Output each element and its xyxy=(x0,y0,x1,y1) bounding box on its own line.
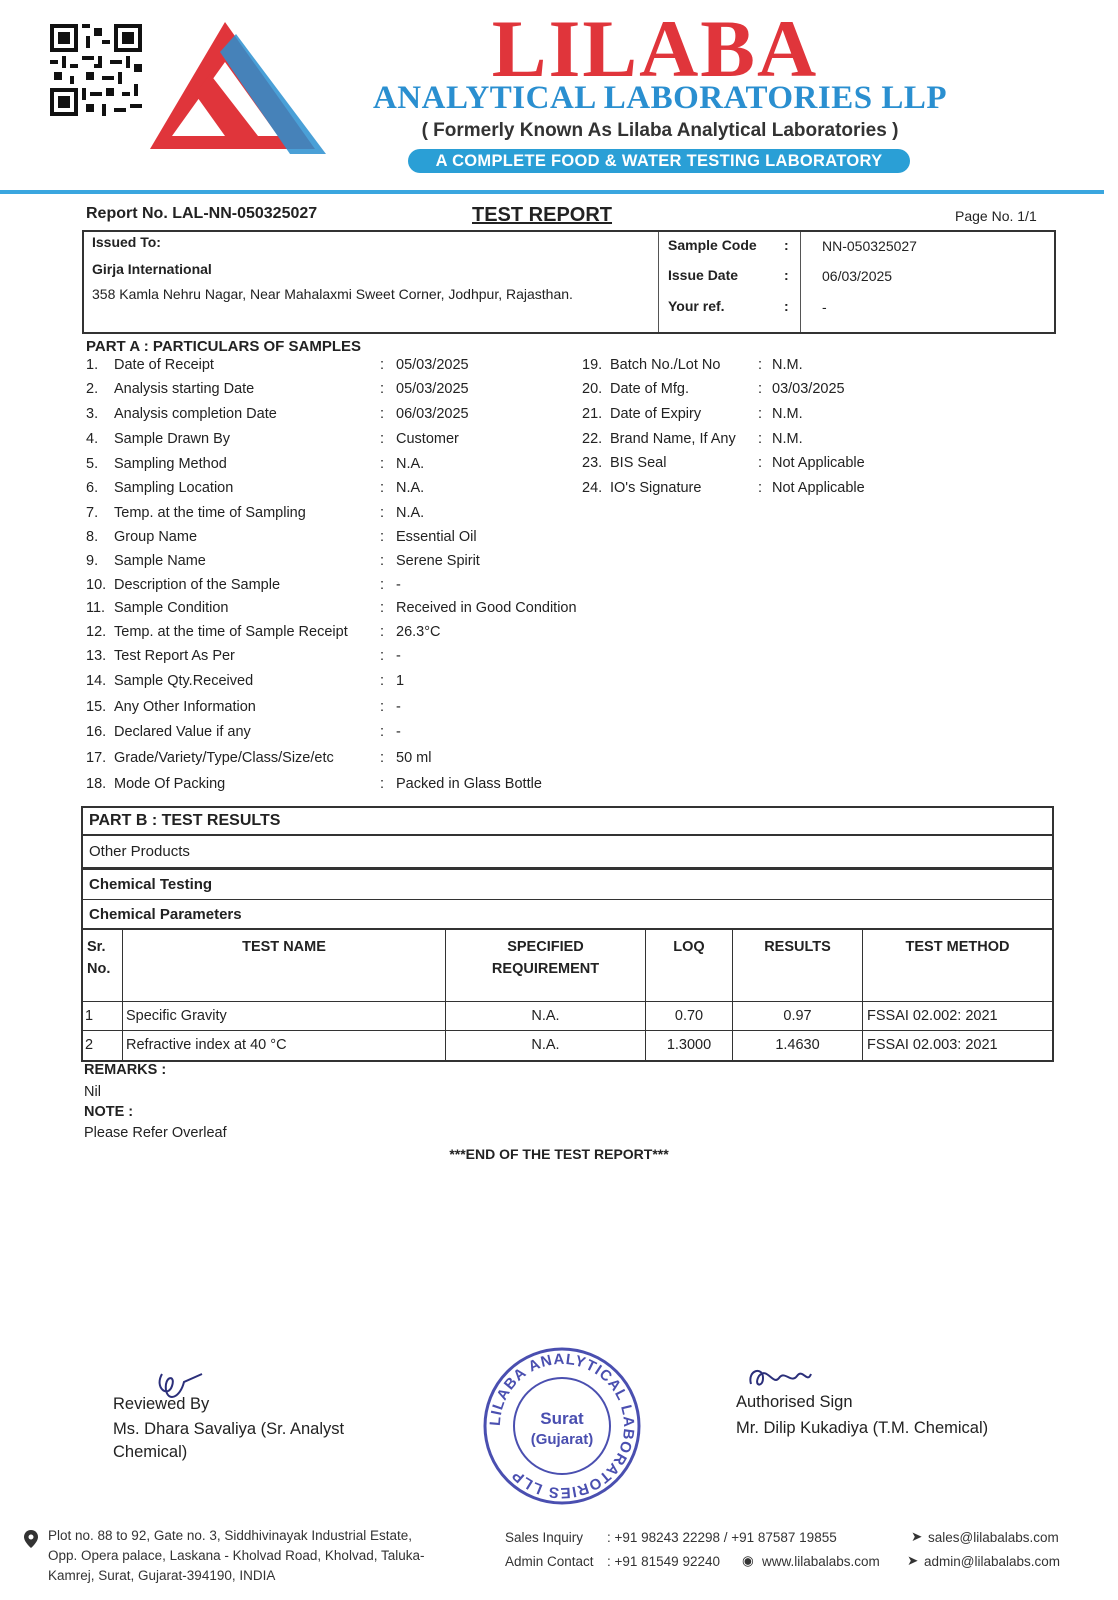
part-a-colon: : xyxy=(758,357,763,373)
authorised-sign-label: Authorised Sign xyxy=(736,1393,853,1411)
part-a-right-value: N.M. xyxy=(772,357,803,373)
header-divider xyxy=(0,190,1104,194)
part-a-colon: : xyxy=(380,480,385,496)
part-a-left-no: 2. xyxy=(86,381,99,397)
part-a-right-value: Not Applicable xyxy=(772,480,865,496)
part-a-left-value: Received in Good Condition xyxy=(396,600,577,616)
report-number: Report No. LAL-NN-050325027 xyxy=(86,205,318,222)
brand-name: LILABA xyxy=(491,3,819,94)
part-a-title: PART A : PARTICULARS OF SAMPLES xyxy=(86,338,361,355)
part-a-right-label: BIS Seal xyxy=(610,455,667,471)
website-link[interactable]: www.lilabalabs.com xyxy=(762,1554,880,1569)
part-a-left-value: Essential Oil xyxy=(396,529,477,545)
part-a-right-label: Date of Mfg. xyxy=(610,381,689,397)
part-a-left-no: 14. xyxy=(86,673,107,689)
part-a-colon: : xyxy=(380,505,385,521)
part-a-colon: : xyxy=(380,699,385,715)
part-a-right-no: 23. xyxy=(582,455,603,471)
part-a-right-no: 19. xyxy=(582,357,603,373)
part-a-left-label: Sampling Method xyxy=(114,456,227,472)
part-a-colon: : xyxy=(380,381,385,397)
customer-address: 358 Kamla Nehru Nagar, Near Mahalaxmi Sweet Corner, Jodhpur, Rajasthan. xyxy=(92,286,573,302)
row1-requirement: N.A. xyxy=(446,1002,646,1031)
part-a-right-value: N.M. xyxy=(772,406,803,422)
sales-email[interactable]: sales@lilabalabs.com xyxy=(928,1530,1059,1545)
your-ref-value: - xyxy=(822,299,827,315)
part-a-colon: : xyxy=(380,357,385,373)
part-a-left-value: 05/03/2025 xyxy=(396,381,469,397)
part-a-left-value: 1 xyxy=(396,673,405,689)
part-a-left-no: 11. xyxy=(86,600,106,616)
part-a-left-value: Packed in Glass Bottle xyxy=(396,776,542,792)
email-icon: ➤ xyxy=(911,1529,923,1544)
row1-test-name: Specific Gravity xyxy=(123,1002,446,1031)
part-a-left-no: 16. xyxy=(86,724,107,740)
end-of-report: ***END OF THE TEST REPORT*** xyxy=(449,1146,669,1162)
part-a-left-value: - xyxy=(396,648,401,664)
location-pin-icon xyxy=(24,1530,38,1548)
part-a-right-label: Batch No./Lot No xyxy=(610,357,721,373)
part-a-left-no: 3. xyxy=(86,406,99,422)
row1-method: FSSAI 02.002: 2021 xyxy=(863,1002,1052,1031)
part-a-left-no: 6. xyxy=(86,480,99,496)
page-number: Page No. 1/1 xyxy=(955,208,1037,224)
parameter-group: Chemical Parameters xyxy=(83,900,1052,930)
part-a-left-value: 06/03/2025 xyxy=(396,406,469,422)
reviewed-by-label: Reviewed By xyxy=(113,1395,210,1413)
row2-loq: 1.3000 xyxy=(646,1031,733,1060)
row2-requirement: N.A. xyxy=(446,1031,646,1060)
part-a-colon: : xyxy=(758,381,763,397)
part-a-right-no: 24. xyxy=(582,480,603,496)
col-requirement-header: SPECIFIED REQUIREMENT xyxy=(446,930,646,1002)
part-a-colon: : xyxy=(380,600,385,616)
issued-to-label: Issued To: xyxy=(92,234,161,250)
part-a-left-label: Mode Of Packing xyxy=(114,776,226,792)
part-a-colon: : xyxy=(380,750,385,766)
part-a-colon: : xyxy=(380,673,385,689)
part-a-left-no: 13. xyxy=(86,648,107,664)
part-a-left-label: Temp. at the time of Sample Receipt xyxy=(114,624,348,640)
part-a-left-value: N.A. xyxy=(396,480,425,496)
customer-name: Girja International xyxy=(92,261,212,277)
part-a-left-label: Temp. at the time of Sampling xyxy=(114,505,306,521)
sample-code-label: Sample Code xyxy=(668,237,757,253)
row2-result: 1.4630 xyxy=(733,1031,863,1060)
qr-code xyxy=(50,24,142,116)
part-a-left-label: Test Report As Per xyxy=(114,648,235,664)
part-a-colon: : xyxy=(758,455,763,471)
lilaba-logo xyxy=(140,14,330,154)
sales-phone: : +91 98243 22298 / +91 87587 19855 xyxy=(607,1530,837,1545)
remarks-label: REMARKS : xyxy=(84,1062,167,1078)
remarks-value: Nil xyxy=(84,1084,101,1100)
svg-text:LILABA ANALYTICAL LABORATORIES: LILABA ANALYTICAL LABORATORIES LLP xyxy=(486,1350,638,1502)
part-a-colon: : xyxy=(380,456,385,472)
part-a-left-no: 7. xyxy=(86,505,99,521)
part-a-left-label: Date of Receipt xyxy=(114,357,214,373)
part-a-colon: : xyxy=(380,648,385,664)
svg-text:Surat: Surat xyxy=(540,1409,584,1428)
part-a-left-no: 9. xyxy=(86,553,99,569)
part-a-colon: : xyxy=(380,624,385,640)
company-name: ANALYTICAL LABORATORIES LLP xyxy=(372,80,948,116)
reviewer-dept: Chemical) xyxy=(113,1443,188,1461)
svg-text:(Gujarat): (Gujarat) xyxy=(530,1431,594,1448)
part-a-left-label: Any Other Information xyxy=(114,699,256,715)
row1-sr: 1 xyxy=(83,1002,123,1031)
part-a-left-no: 17. xyxy=(86,750,107,766)
authorizer-name: Mr. Dilip Kukadiya (T.M. Chemical) xyxy=(736,1419,989,1437)
part-a-left-no: 10. xyxy=(86,577,107,593)
row2-method: FSSAI 02.003: 2021 xyxy=(867,1037,998,1053)
part-a-colon: : xyxy=(380,406,385,422)
admin-phone: : +91 81549 92240 xyxy=(607,1554,720,1569)
part-a-colon: : xyxy=(380,553,385,569)
sales-inquiry-label: Sales Inquiry xyxy=(505,1530,584,1545)
row2-test-name: Refractive index at 40 °C xyxy=(123,1031,446,1060)
part-a-right-label: IO's Signature xyxy=(610,480,702,496)
part-a-left-no: 4. xyxy=(86,431,99,447)
laboratory-stamp xyxy=(482,1346,642,1506)
part-a-right-label: Date of Expiry xyxy=(610,406,702,422)
part-a-left-label: Group Name xyxy=(114,529,198,545)
part-a-left-value: 50 ml xyxy=(396,750,432,766)
part-a-left-label: Description of the Sample xyxy=(114,577,281,593)
tagline-banner: A COMPLETE FOOD & WATER TESTING LABORATORY xyxy=(408,149,910,173)
issue-date-label: Issue Date xyxy=(668,267,739,283)
col-test-name-header: TEST NAME xyxy=(123,930,446,1002)
part-a-colon: : xyxy=(758,406,763,422)
part-b-title: PART B : TEST RESULTS xyxy=(83,808,1052,836)
admin-contact-label: Admin Contact xyxy=(505,1554,594,1569)
col-loq-header: LOQ xyxy=(646,930,733,1002)
part-a-left-value: - xyxy=(396,577,401,593)
part-a-right-no: 22. xyxy=(582,431,603,447)
part-b-table xyxy=(81,806,1054,1062)
part-a-left-value: N.A. xyxy=(396,505,425,521)
col-method-header: TEST METHOD xyxy=(863,930,1052,1002)
part-a-left-value: Serene Spirit xyxy=(396,553,480,569)
part-a-left-value: Customer xyxy=(396,431,459,447)
part-a-left-value: 26.3°C xyxy=(396,624,441,640)
row1-loq: 0.70 xyxy=(646,1002,733,1031)
results-grid xyxy=(83,930,1052,1060)
col-sr-header: Sr. No. xyxy=(83,930,123,1002)
part-a-left-label: Sample Condition xyxy=(114,600,229,616)
testing-type: Chemical Testing xyxy=(83,870,1052,900)
part-a-left-no: 8. xyxy=(86,529,99,545)
part-a-right-no: 21. xyxy=(582,406,603,422)
part-a-left-no: 5. xyxy=(86,456,99,472)
row2-sr: 2 xyxy=(83,1031,123,1060)
part-a-left-no: 15. xyxy=(86,699,107,715)
product-category: Other Products xyxy=(83,836,1052,870)
part-a-right-no: 20. xyxy=(582,381,603,397)
part-a-colon: : xyxy=(380,577,385,593)
formerly-known-as: ( Formerly Known As Lilaba Analytical Laboratories ) xyxy=(421,120,899,141)
part-a-left-value: 05/03/2025 xyxy=(396,357,469,373)
part-a-right-label: Brand Name, If Any xyxy=(610,431,736,447)
part-a-left-label: Grade/Variety/Type/Class/Size/etc xyxy=(114,750,334,766)
row1-result: 0.97 xyxy=(733,1002,863,1031)
part-a-left-label: Sample Drawn By xyxy=(114,431,231,447)
sample-code-value: NN-050325027 xyxy=(822,238,917,254)
address-line-3: Kamrej, Surat, Gujarat-394190, INDIA xyxy=(48,1568,276,1583)
part-a-left-value: N.A. xyxy=(396,456,425,472)
part-a-colon: : xyxy=(758,431,763,447)
email-icon-2: ➤ xyxy=(907,1553,919,1568)
address-line-2: Opp. Opera palace, Laskana - Kholvad Road, Kholvad, Taluka- xyxy=(48,1548,425,1563)
col-results-header: RESULTS xyxy=(733,930,863,1002)
address-line-1: Plot no. 88 to 92, Gate no. 3, Siddhivinayak Industrial Estate, xyxy=(48,1528,412,1543)
part-a-right-value: 03/03/2025 xyxy=(772,381,845,397)
part-a-left-label: Sample Name xyxy=(114,553,206,569)
part-a-left-label: Declared Value if any xyxy=(114,724,251,740)
part-a-colon: : xyxy=(380,431,385,447)
part-a-left-no: 1. xyxy=(86,357,99,373)
admin-email[interactable]: admin@lilabalabs.com xyxy=(924,1554,1061,1569)
part-a-left-label: Sampling Location xyxy=(114,480,234,496)
part-a-left-no: 12. xyxy=(86,624,107,640)
part-a-colon: : xyxy=(758,480,763,496)
part-a-colon: : xyxy=(380,776,385,792)
globe-icon: ◉ xyxy=(742,1553,754,1568)
note-value: Please Refer Overleaf xyxy=(84,1125,227,1141)
reviewer-name: Ms. Dhara Savaliya (Sr. Analyst xyxy=(113,1420,345,1438)
part-a-colon: : xyxy=(380,529,385,545)
your-ref-label: Your ref. xyxy=(668,298,725,314)
part-a-right-value: N.M. xyxy=(772,431,803,447)
part-a-left-label: Analysis starting Date xyxy=(114,381,255,397)
issue-date-value: 06/03/2025 xyxy=(822,268,893,284)
part-a-left-label: Sample Qty.Received xyxy=(114,673,254,689)
issued-to-box: Issued To: Girja International 358 Kamla Nehru Nagar, Near Mahalaxmi Sweet Corner, Jodhpur, Rajasthan. Sample Code : NN-050325027 Issue Date : 06/03/2025 Your ref. : - xyxy=(82,230,1056,334)
part-a-left-value: - xyxy=(396,699,401,715)
part-a-right-value: Not Applicable xyxy=(772,455,865,471)
report-title: TEST REPORT xyxy=(472,204,613,226)
part-a-colon: : xyxy=(380,724,385,740)
note-label: NOTE : xyxy=(84,1104,134,1120)
part-a-left-no: 18. xyxy=(86,776,107,792)
part-a-left-label: Analysis completion Date xyxy=(114,406,277,422)
part-a-left-value: - xyxy=(396,724,401,740)
